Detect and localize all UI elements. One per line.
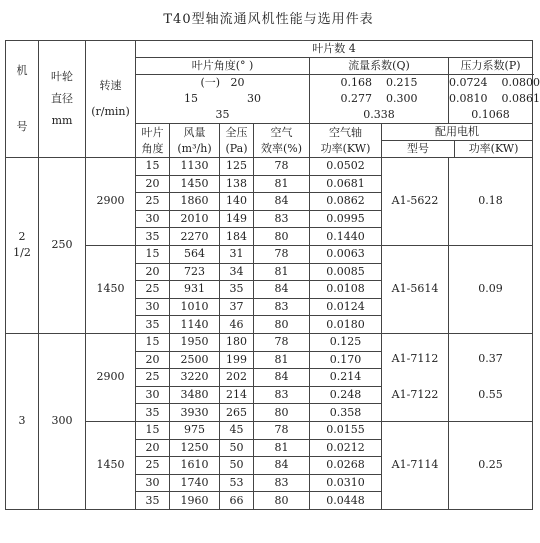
cell-shaft-power: 0.0180: [310, 316, 382, 334]
subheader-motor: 配用电机 型号 功率(KW): [382, 124, 533, 158]
cell-blade-angle: 20: [136, 351, 170, 369]
cell-air-efficiency: 83: [254, 210, 310, 228]
motor-power: 0.09: [449, 245, 533, 333]
cell-total-pressure: 184: [220, 228, 254, 246]
impeller-diameter: 250: [39, 158, 86, 334]
cell-shaft-power: 0.0063: [310, 245, 382, 263]
cell-shaft-power: 0.358: [310, 404, 382, 422]
cell-shaft-power: 0.0108: [310, 281, 382, 299]
header-speed: 转速 (r/min): [86, 41, 136, 158]
machine-no: 2 1/2: [6, 158, 39, 334]
cell-shaft-power: 0.0502: [310, 158, 382, 176]
cell-blade-angle: 15: [136, 158, 170, 176]
speed: 2900: [86, 158, 136, 246]
cell-shaft-power: 0.0681: [310, 175, 382, 193]
impeller-diameter: 300: [39, 333, 86, 509]
cell-air-volume: 1610: [170, 457, 220, 475]
cell-total-pressure: 50: [220, 457, 254, 475]
cell-total-pressure: 46: [220, 316, 254, 334]
cell-air-efficiency: 81: [254, 263, 310, 281]
subheader-motor-model: 型号: [382, 141, 455, 157]
cell-air-volume: 3220: [170, 369, 220, 387]
cell-air-volume: 723: [170, 263, 220, 281]
cell-total-pressure: 202: [220, 369, 254, 387]
cell-air-volume: 1740: [170, 474, 220, 492]
cell-total-pressure: 50: [220, 439, 254, 457]
cell-air-volume: 2500: [170, 351, 220, 369]
cell-blade-angle: 35: [136, 228, 170, 246]
cell-air-efficiency: 84: [254, 457, 310, 475]
cell-total-pressure: 35: [220, 281, 254, 299]
cell-shaft-power: 0.0995: [310, 210, 382, 228]
subheader-blade-angle: 叶片 角度: [136, 124, 170, 158]
cell-air-efficiency: 80: [254, 492, 310, 510]
cell-shaft-power: 0.0310: [310, 474, 382, 492]
cell-blade-angle: 35: [136, 316, 170, 334]
cell-air-efficiency: 84: [254, 369, 310, 387]
motor-power: 0.25: [449, 421, 533, 509]
cell-shaft-power: 0.0448: [310, 492, 382, 510]
pressure-row-3: 0.1068: [449, 107, 533, 124]
speed: 1450: [86, 421, 136, 509]
cell-air-efficiency: 81: [254, 351, 310, 369]
cell-air-volume: 3930: [170, 404, 220, 422]
cell-shaft-power: 0.0212: [310, 439, 382, 457]
cell-air-volume: 1960: [170, 492, 220, 510]
motor-model: A1-5614: [382, 245, 449, 333]
header-blade-count: 叶片数 4: [136, 41, 533, 58]
cell-air-volume: 564: [170, 245, 220, 263]
header-machine-no: 机 号: [6, 41, 39, 158]
cell-air-efficiency: 78: [254, 245, 310, 263]
cell-shaft-power: 0.0085: [310, 263, 382, 281]
subheader-air-volume: 风量 (m³/h): [170, 124, 220, 158]
motor-model: A1-5622: [382, 158, 449, 246]
header-flow-coeff: 流量系数(Q): [310, 58, 449, 75]
flow-row-2: 0.277 0.300: [310, 91, 449, 107]
cell-blade-angle: 30: [136, 210, 170, 228]
motor-model: A1-7112 A1-7122: [382, 333, 449, 421]
cell-air-volume: 1140: [170, 316, 220, 334]
cell-air-efficiency: 84: [254, 193, 310, 211]
cell-air-efficiency: 83: [254, 386, 310, 404]
cell-total-pressure: 214: [220, 386, 254, 404]
cell-blade-angle: 25: [136, 457, 170, 475]
table-row: [6, 158, 533, 176]
cell-air-efficiency: 80: [254, 316, 310, 334]
cell-air-volume: 2270: [170, 228, 220, 246]
cell-air-efficiency: 78: [254, 158, 310, 176]
cell-total-pressure: 53: [220, 474, 254, 492]
angle-row-3: 35: [136, 107, 310, 124]
cell-blade-angle: 15: [136, 245, 170, 263]
table-title: T40型轴流通风机性能与选用件表: [163, 12, 374, 27]
cell-blade-angle: 15: [136, 421, 170, 439]
cell-blade-angle: 35: [136, 404, 170, 422]
cell-total-pressure: 34: [220, 263, 254, 281]
cell-blade-angle: 20: [136, 175, 170, 193]
flow-row-3: 0.338: [310, 107, 449, 124]
angle-row-1: (一) 20: [136, 75, 310, 92]
table-row: [6, 333, 533, 351]
cell-blade-angle: 25: [136, 281, 170, 299]
cell-shaft-power: 0.0155: [310, 421, 382, 439]
header-pressure-coeff: 压力系数(P): [449, 58, 533, 75]
cell-blade-angle: 25: [136, 193, 170, 211]
cell-blade-angle: 30: [136, 474, 170, 492]
motor-power: 0.37 0.55: [449, 333, 533, 421]
machine-no: 3: [6, 333, 39, 509]
cell-air-efficiency: 80: [254, 404, 310, 422]
cell-total-pressure: 138: [220, 175, 254, 193]
cell-total-pressure: 31: [220, 245, 254, 263]
cell-air-volume: 3480: [170, 386, 220, 404]
cell-total-pressure: 140: [220, 193, 254, 211]
cell-blade-angle: 30: [136, 298, 170, 316]
table-row: [6, 421, 533, 439]
cell-total-pressure: 149: [220, 210, 254, 228]
cell-air-volume: 931: [170, 281, 220, 299]
cell-air-efficiency: 80: [254, 228, 310, 246]
cell-air-volume: 1130: [170, 158, 220, 176]
speed: 2900: [86, 333, 136, 421]
cell-blade-angle: 30: [136, 386, 170, 404]
cell-air-volume: 1860: [170, 193, 220, 211]
cell-blade-angle: 20: [136, 439, 170, 457]
cell-shaft-power: 0.214: [310, 369, 382, 387]
cell-shaft-power: 0.170: [310, 351, 382, 369]
cell-total-pressure: 125: [220, 158, 254, 176]
fan-performance-table: [5, 40, 540, 510]
cell-air-efficiency: 84: [254, 281, 310, 299]
cell-air-volume: 1010: [170, 298, 220, 316]
cell-blade-angle: 25: [136, 369, 170, 387]
pressure-row-2: 0.0810 0.0861: [449, 92, 540, 105]
cell-total-pressure: 66: [220, 492, 254, 510]
cell-shaft-power: 0.0268: [310, 457, 382, 475]
subheader-motor-power: 功率(KW): [468, 142, 519, 155]
cell-blade-angle: 15: [136, 333, 170, 351]
cell-shaft-power: 0.125: [310, 333, 382, 351]
flow-row-1: 0.168 0.215: [310, 75, 449, 92]
cell-shaft-power: 0.0862: [310, 193, 382, 211]
cell-total-pressure: 37: [220, 298, 254, 316]
motor-model: A1-7114: [382, 421, 449, 509]
cell-total-pressure: 265: [220, 404, 254, 422]
motor-power: 0.18: [449, 158, 533, 246]
cell-air-volume: 1250: [170, 439, 220, 457]
cell-air-efficiency: 78: [254, 333, 310, 351]
cell-total-pressure: 180: [220, 333, 254, 351]
subheader-shaft-power: 空气轴 功率(KW): [310, 124, 382, 158]
header-impeller-diameter: 叶轮 直径 mm: [39, 41, 86, 158]
cell-air-efficiency: 81: [254, 175, 310, 193]
cell-air-volume: 1450: [170, 175, 220, 193]
cell-air-volume: 1950: [170, 333, 220, 351]
cell-blade-angle: 20: [136, 263, 170, 281]
cell-blade-angle: 35: [136, 492, 170, 510]
cell-shaft-power: 0.0124: [310, 298, 382, 316]
header-blade-angle: 叶片角度(° ): [136, 58, 310, 75]
cell-air-volume: 975: [170, 421, 220, 439]
cell-total-pressure: 45: [220, 421, 254, 439]
cell-air-efficiency: 78: [254, 421, 310, 439]
cell-air-efficiency: 83: [254, 298, 310, 316]
pressure-row-1: 0.0724 0.0800: [449, 76, 540, 89]
cell-total-pressure: 199: [220, 351, 254, 369]
speed: 1450: [86, 245, 136, 333]
cell-shaft-power: 0.248: [310, 386, 382, 404]
cell-shaft-power: 0.1440: [310, 228, 382, 246]
cell-air-volume: 2010: [170, 210, 220, 228]
angle-row-2: 15 30: [136, 91, 310, 107]
subheader-total-pressure: 全压 (Pa): [220, 124, 254, 158]
table-row: [6, 245, 533, 263]
cell-air-efficiency: 83: [254, 474, 310, 492]
cell-air-efficiency: 81: [254, 439, 310, 457]
subheader-air-efficiency: 空气 效率(%): [254, 124, 310, 158]
